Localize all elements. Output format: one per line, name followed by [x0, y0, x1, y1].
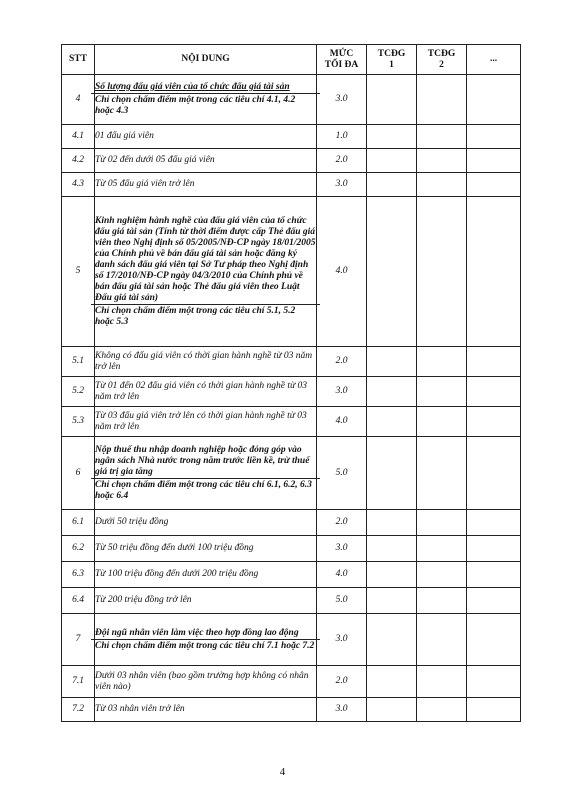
row-stt: 6.3	[62, 562, 95, 588]
row-content: Đội ngũ nhân viên làm việc theo hợp đồng lao động Chỉ chọn chấm điểm một trong các tiêu chí 7.1 hoặc 7.2	[95, 614, 317, 666]
row-stt: 6.1	[62, 510, 95, 536]
table-row	[62, 562, 521, 588]
tcdg1-cell	[367, 536, 417, 562]
table-row	[62, 377, 521, 407]
table-row	[62, 666, 521, 698]
tcdg2-cell	[417, 173, 467, 197]
row-stt: 5	[62, 197, 95, 347]
tcdg2-cell	[417, 75, 467, 125]
tcdg2-cell	[417, 698, 467, 722]
row-stt: 6	[62, 437, 95, 510]
more-cell	[467, 562, 521, 588]
header-max: MỨC TỐI ĐA	[317, 45, 367, 75]
tcdg1-cell	[367, 588, 417, 614]
row-max-score: 2.0	[317, 347, 367, 377]
row-max-score: 2.0	[317, 510, 367, 536]
row-content: Không có đấu giá viên có thời gian hành nghề từ 03 năm trở lên	[95, 347, 317, 377]
tcdg1-cell	[367, 125, 417, 149]
row-max-score: 1.0	[317, 125, 367, 149]
row-max-score: 4.0	[317, 562, 367, 588]
tcdg2-cell	[417, 149, 467, 173]
row-max-score: 4.0	[317, 407, 367, 437]
tcdg2-cell	[417, 614, 467, 666]
row-content: Dưới 03 nhân viên (bao gồm trường hợp không có nhân viên nào)	[95, 666, 317, 698]
tcdg1-cell	[367, 197, 417, 347]
table-row	[62, 125, 521, 149]
more-cell	[467, 173, 521, 197]
criteria-table	[61, 44, 521, 722]
row-content: Từ 01 đến 02 đấu giá viên có thời gian hành nghề từ 03 năm trở lên	[95, 377, 317, 407]
tcdg2-cell	[417, 347, 467, 377]
tcdg1-cell	[367, 437, 417, 510]
table-row	[62, 614, 521, 666]
header-tcdg1: TCĐG 1	[367, 45, 417, 75]
table-row	[62, 149, 521, 173]
row-stt: 7.1	[62, 666, 95, 698]
more-cell	[467, 614, 521, 666]
row-stt: 5.1	[62, 347, 95, 377]
header-content: NỘI DUNG	[95, 45, 317, 75]
tcdg2-cell	[417, 407, 467, 437]
row-max-score: 3.0	[317, 75, 367, 125]
table-row	[62, 510, 521, 536]
tcdg1-cell	[367, 149, 417, 173]
tcdg1-cell	[367, 407, 417, 437]
table-row	[62, 197, 521, 347]
row-stt: 4.1	[62, 125, 95, 149]
more-cell	[467, 666, 521, 698]
row-max-score: 3.0	[317, 377, 367, 407]
more-cell	[467, 536, 521, 562]
row-stt: 6.4	[62, 588, 95, 614]
row-content: Số lượng đấu giá viên của tổ chức đấu giá tài sản Chỉ chọn chấm điểm một trong các tiêu chí 4.1, 4.2 hoặc 4.3	[95, 75, 317, 125]
more-cell	[467, 698, 521, 722]
row-stt: 5.2	[62, 377, 95, 407]
more-cell	[467, 197, 521, 347]
row-content: Nộp thuế thu nhập doanh nghiệp hoặc đóng góp vào ngân sách Nhà nước trong năm trước liền kề, trừ thuế giá trị gia tăng Chỉ chọn chấm điểm một trong các tiêu chí 6.1, 6.2, 6.3 hoặc 6.4	[95, 437, 317, 510]
tcdg1-cell	[367, 173, 417, 197]
header-more: ...	[467, 45, 521, 75]
row-content: 01 đấu giá viên	[95, 125, 317, 149]
row-stt: 7.2	[62, 698, 95, 722]
more-cell	[467, 510, 521, 536]
tcdg2-cell	[417, 666, 467, 698]
tcdg2-cell	[417, 562, 467, 588]
header-row	[62, 45, 521, 75]
row-content: Từ 05 đấu giá viên trở lên	[95, 173, 317, 197]
header-stt: STT	[62, 45, 95, 75]
more-cell	[467, 75, 521, 125]
table-row	[62, 347, 521, 377]
row-stt: 7	[62, 614, 95, 666]
row-content: Từ 03 nhân viên trở lên	[95, 698, 317, 722]
row-max-score: 2.0	[317, 149, 367, 173]
row-content: Từ 03 đấu giá viên trở lên có thời gian hành nghề từ 03 năm trở lên	[95, 407, 317, 437]
table-row	[62, 173, 521, 197]
tcdg2-cell	[417, 510, 467, 536]
row-content: Từ 200 triệu đồng trở lên	[95, 588, 317, 614]
row-stt: 4.2	[62, 149, 95, 173]
more-cell	[467, 437, 521, 510]
more-cell	[467, 377, 521, 407]
row-stt: 5.3	[62, 407, 95, 437]
row-stt: 4.3	[62, 173, 95, 197]
row-max-score: 5.0	[317, 588, 367, 614]
tcdg1-cell	[367, 75, 417, 125]
table-row	[62, 75, 521, 125]
row-max-score: 3.0	[317, 614, 367, 666]
tcdg2-cell	[417, 125, 467, 149]
more-cell	[467, 149, 521, 173]
more-cell	[467, 347, 521, 377]
row-max-score: 5.0	[317, 437, 367, 510]
row-content: Từ 100 triệu đồng đến dưới 200 triệu đồng	[95, 562, 317, 588]
table-row	[62, 407, 521, 437]
row-content: Kinh nghiệm hành nghề của đấu giá viên của tổ chức đấu giá tài sản (Tính từ thời điểm được cấp Thẻ đấu giá viên theo Nghị định số 05/2005/NĐ-CP ngày 18/01/2005 của Chính phủ về bán đấu giá tài sản hoặc đăng ký danh sách đấu giá viên tại Sở Tư pháp theo Nghị định số 17/2010/NĐ-CP ngày 04/3/2010 của Chính phủ về bán đấu giá tài sản hoặc Thẻ đấu giá viên theo Luật Đấu giá tài sản) Chỉ chọn chấm điểm một trong các tiêu chí 5.1, 5.2 hoặc 5.3	[95, 197, 317, 347]
tcdg1-cell	[367, 510, 417, 536]
more-cell	[467, 407, 521, 437]
tcdg2-cell	[417, 377, 467, 407]
tcdg1-cell	[367, 377, 417, 407]
page-number: 4	[279, 766, 286, 778]
header-tcdg2: TCĐG 2	[417, 45, 467, 75]
row-stt: 6.2	[62, 536, 95, 562]
row-content: Dưới 50 triệu đồng	[95, 510, 317, 536]
more-cell	[467, 588, 521, 614]
row-max-score: 3.0	[317, 536, 367, 562]
table-row	[62, 437, 521, 510]
tcdg1-cell	[367, 614, 417, 666]
tcdg1-cell	[367, 698, 417, 722]
row-max-score: 4.0	[317, 197, 367, 347]
more-cell	[467, 125, 521, 149]
row-max-score: 3.0	[317, 173, 367, 197]
table-row	[62, 536, 521, 562]
tcdg1-cell	[367, 666, 417, 698]
tcdg2-cell	[417, 536, 467, 562]
row-content: Từ 02 đến dưới 05 đấu giá viên	[95, 149, 317, 173]
tcdg1-cell	[367, 347, 417, 377]
tcdg2-cell	[417, 197, 467, 347]
table-row	[62, 698, 521, 722]
row-max-score: 2.0	[317, 666, 367, 698]
tcdg1-cell	[367, 562, 417, 588]
row-max-score: 3.0	[317, 698, 367, 722]
row-content: Từ 50 triệu đồng đến dưới 100 triệu đồng	[95, 536, 317, 562]
table-row	[62, 588, 521, 614]
row-stt: 4	[62, 75, 95, 125]
tcdg2-cell	[417, 437, 467, 510]
tcdg2-cell	[417, 588, 467, 614]
